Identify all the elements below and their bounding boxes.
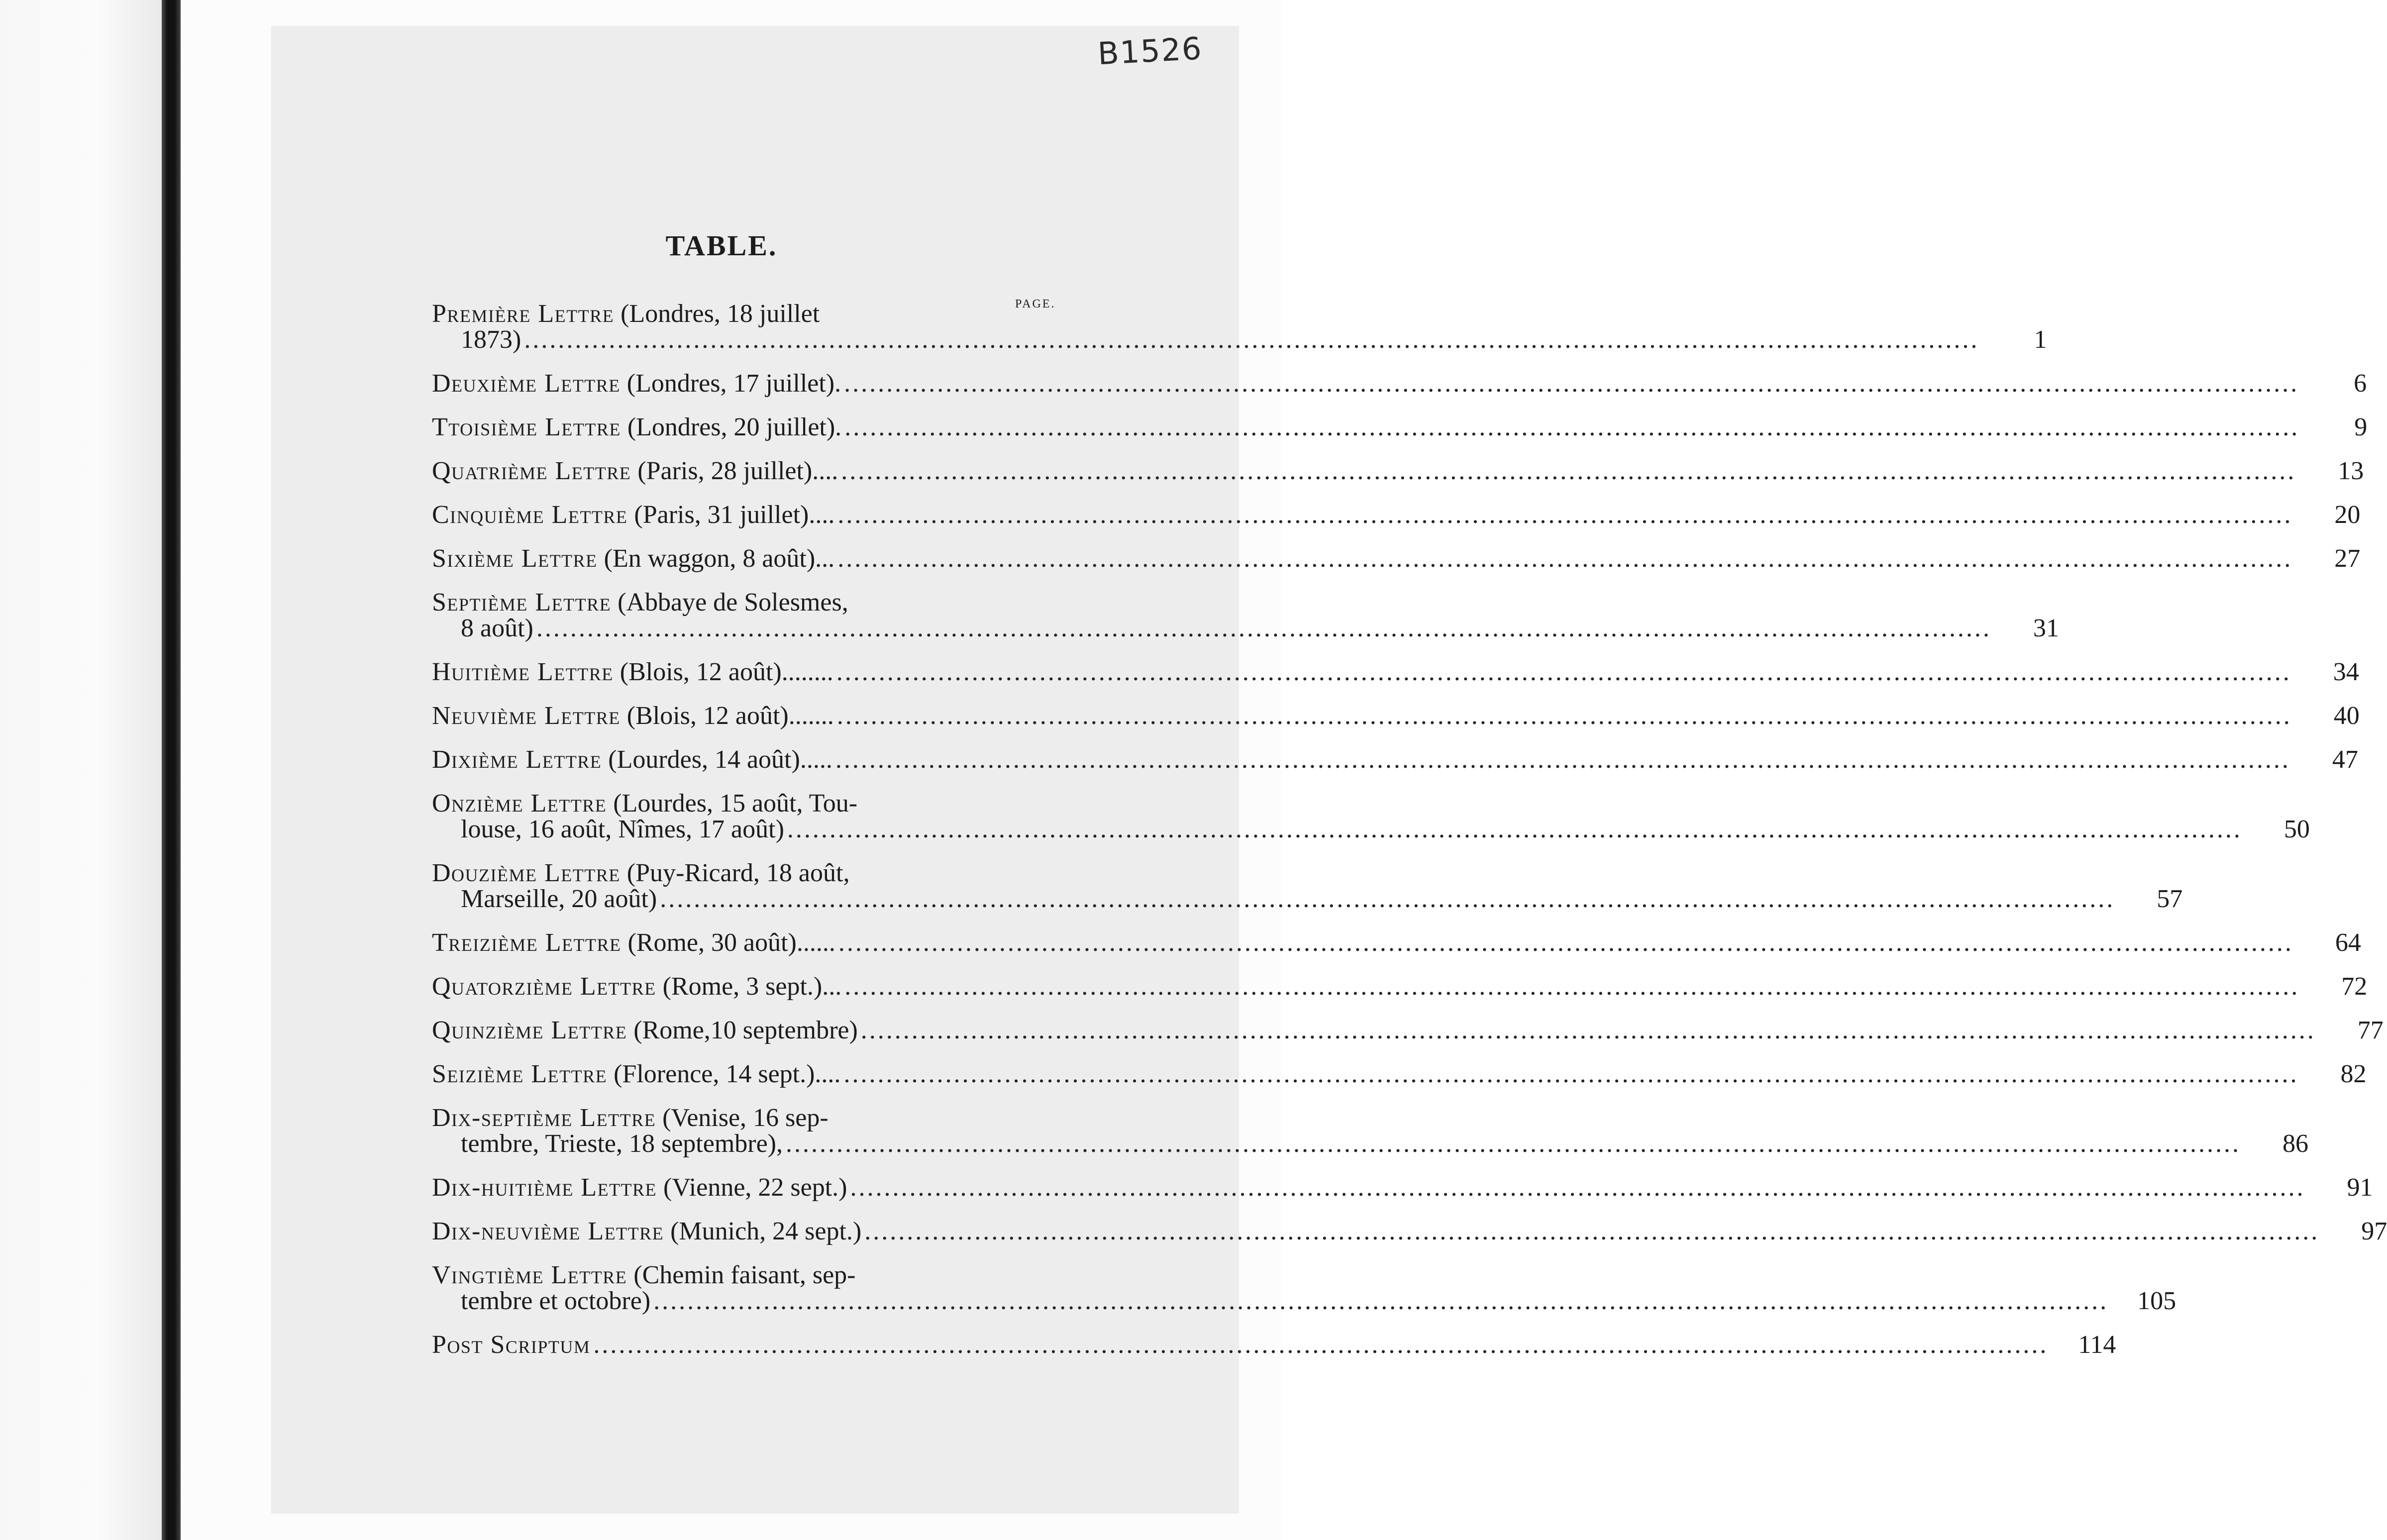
toc-entry-line	[432, 413, 2368, 441]
shelfmark-annotation: B1526	[1097, 30, 1204, 72]
toc-entry-text: (Rome,10 septembre)	[633, 1016, 858, 1044]
toc-entry-line	[432, 885, 2183, 913]
toc-entry-heading: Septième Lettre	[432, 588, 612, 616]
toc-entry-heading: Quinzième Lettre	[432, 1016, 627, 1044]
toc-entry-text: (Puy-Ricard, 18 août,	[626, 859, 850, 887]
dot-leader: ............................................................................................................................................................................	[524, 325, 1979, 354]
toc-entry-text: (Londres, 18 juillet	[621, 300, 820, 328]
dot-leader: ............................................................................................................................................................................	[835, 745, 2290, 774]
toc-entry-heading: Huitième Lettre	[432, 658, 614, 686]
toc-entry-line	[432, 1129, 2308, 1158]
toc-entry-line	[432, 972, 2368, 1001]
toc-entry-text: (Rome, 30 août)......	[627, 928, 835, 957]
toc-entry	[432, 1173, 2373, 1202]
toc-page-number: 91	[2347, 1173, 2373, 1202]
toc-entry-heading: Première Lettre	[432, 300, 615, 328]
dot-leader: ............................................................................................................................................................................	[836, 658, 2291, 686]
toc-page-number: 57	[2157, 885, 2183, 913]
toc-entry-heading: Deuxième Lettre	[432, 369, 621, 398]
toc-page-number: 114	[2078, 1331, 2116, 1359]
toc-page-number: 9	[2354, 413, 2368, 441]
toc-entry-heading: Ttoisième Lettre	[432, 413, 621, 441]
toc-entry	[432, 1016, 2384, 1044]
toc-entry-line	[432, 325, 2047, 354]
toc-entry	[432, 1261, 2177, 1315]
toc-entry-text: tembre, Trieste, 18 septembre),	[461, 1129, 783, 1158]
toc-entry	[432, 972, 2368, 1001]
toc-entry-text: 8 août)	[461, 614, 533, 642]
toc-entry-line	[432, 658, 2359, 686]
dot-leader: ............................................................................................................................................................................	[593, 1331, 2049, 1359]
toc-entry-line	[432, 614, 2059, 642]
toc-entry-heading: Quatorzième Lettre	[432, 972, 656, 1001]
toc-entry-text: (Paris, 28 juillet)....	[637, 457, 838, 485]
toc-entry-line	[432, 1173, 2373, 1202]
toc-entry-text: (Blois, 12 août)........	[620, 658, 833, 686]
toc-entry-heading: Cinquième Lettre	[432, 501, 628, 529]
toc-entry-text: (Lourdes, 15 août, Tou-	[613, 789, 858, 818]
toc-entry-text: (Blois, 12 août).......	[626, 702, 834, 730]
toc-entry-heading: Seizième Lettre	[432, 1060, 608, 1088]
toc-page-number: 86	[2282, 1129, 2308, 1158]
toc-entry-text: (Chemin faisant, sep-	[633, 1261, 856, 1289]
page-column-label: PAGE.	[1015, 298, 1056, 310]
toc-entry-line	[432, 928, 2361, 957]
toc-entry	[432, 457, 2364, 485]
toc-entry-text: (Rome, 3 sept.)...	[662, 972, 842, 1001]
toc-entry-heading: Neuvième Lettre	[432, 702, 621, 730]
toc-entry-heading: Post Scriptum	[432, 1331, 591, 1359]
toc-entry-text: (Londres, 20 juillet).	[627, 413, 842, 441]
dot-leader: ............................................................................................................................................................................	[653, 1287, 2109, 1315]
page-title: TABLE.	[665, 229, 778, 262]
toc-page-number: 47	[2332, 745, 2358, 774]
toc-entry	[432, 658, 2359, 686]
toc-page-number: 105	[2137, 1287, 2177, 1315]
table-of-contents	[432, 300, 2387, 1376]
toc-entry-line	[432, 1287, 2177, 1315]
toc-entry-line	[432, 1060, 2367, 1088]
toc-entry	[432, 928, 2361, 957]
toc-entry	[432, 369, 2367, 398]
toc-entry-text: 1873)	[461, 325, 521, 354]
dot-leader: ............................................................................................................................................................................	[536, 614, 1991, 642]
toc-entry-line	[432, 544, 2361, 573]
scan-left-margin	[0, 0, 162, 1540]
dot-leader: ............................................................................................................................................................................	[841, 457, 2296, 485]
toc-page-number: 6	[2354, 369, 2367, 398]
toc-entry	[432, 859, 2183, 913]
toc-entry	[432, 1060, 2367, 1088]
toc-entry-text: (Florence, 14 sept.)....	[614, 1060, 841, 1088]
toc-entry-line	[432, 1217, 2387, 1245]
toc-page-number: 27	[2334, 544, 2361, 573]
toc-entry-line	[432, 1016, 2384, 1044]
toc-page-number: 82	[2340, 1060, 2367, 1088]
toc-entry	[432, 702, 2360, 730]
toc-entry-heading: Dix-septième Lettre	[432, 1104, 656, 1132]
toc-entry	[432, 745, 2358, 774]
dot-leader: ............................................................................................................................................................................	[785, 1129, 2241, 1158]
toc-entry-line	[432, 702, 2360, 730]
toc-entry-heading: Dix-neuvième Lettre	[432, 1217, 664, 1245]
toc-entry-text: (Lourdes, 14 août).....	[608, 745, 832, 774]
dot-leader: ............................................................................................................................................................................	[836, 702, 2292, 730]
toc-entry-text: Marseille, 20 août)	[461, 885, 657, 913]
toc-entry-line	[432, 369, 2367, 398]
toc-entry-line	[432, 501, 2361, 529]
toc-page-number: 77	[2357, 1016, 2384, 1044]
toc-page-number: 64	[2335, 928, 2361, 957]
toc-entry-heading: Onzième Lettre	[432, 789, 607, 818]
toc-entry-text: (Abbaye de Solesmes,	[618, 588, 848, 616]
toc-entry-heading: Dix-huitième Lettre	[432, 1173, 657, 1202]
toc-page-number: 40	[2333, 702, 2360, 730]
toc-entry-line	[432, 860, 1094, 886]
toc-entry	[432, 789, 2310, 843]
toc-entry-heading: Vingtième Lettre	[432, 1261, 627, 1289]
toc-entry	[432, 413, 2368, 441]
dot-leader: ............................................................................................................................................................................	[864, 1217, 2320, 1245]
toc-entry-line	[432, 1331, 2116, 1359]
toc-entry-heading: Douzième Lettre	[432, 859, 621, 887]
dot-leader: ............................................................................................................................................................................	[837, 501, 2293, 529]
toc-page-number: 1	[2034, 325, 2047, 354]
toc-entry-text: (Paris, 31 juillet)....	[634, 501, 835, 529]
toc-entry-text: (Munich, 24 sept.)	[670, 1217, 862, 1245]
toc-page-number: 97	[2361, 1217, 2387, 1245]
toc-page-number: 20	[2334, 501, 2361, 529]
toc-page-number: 72	[2341, 972, 2368, 1001]
dot-leader: ............................................................................................................................................................................	[844, 972, 2300, 1001]
dot-leader: ............................................................................................................................................................................	[860, 1016, 2316, 1044]
toc-entry-line	[432, 457, 2364, 485]
toc-page-number: 34	[2333, 658, 2359, 686]
toc-entry-line	[432, 590, 1094, 616]
toc-entry	[432, 544, 2361, 573]
toc-entry	[432, 1331, 2116, 1359]
dot-leader: ............................................................................................................................................................................	[844, 369, 2299, 398]
toc-entry	[432, 1217, 2387, 1245]
book-spine-shadow	[162, 0, 181, 1540]
toc-entry	[432, 501, 2361, 529]
dot-leader: ............................................................................................................................................................................	[843, 1060, 2299, 1088]
toc-entry-text: (Londres, 17 juillet).	[626, 369, 841, 398]
toc-entry-text: tembre et octobre)	[461, 1287, 651, 1315]
toc-entry-text: (Vienne, 22 sept.)	[663, 1173, 847, 1202]
toc-entry-line	[432, 1262, 1094, 1288]
toc-page-number: 50	[2283, 815, 2310, 843]
toc-entry-line	[432, 745, 2358, 774]
dot-leader: ............................................................................................................................................................................	[850, 1173, 2305, 1202]
toc-entry-heading: Treizième Lettre	[432, 928, 622, 957]
toc-entry-heading: Dixième Lettre	[432, 745, 602, 774]
dot-leader: ............................................................................................................................................................................	[787, 815, 2242, 843]
toc-entry	[432, 1104, 2308, 1158]
toc-entry-heading: Quatrième Lettre	[432, 457, 631, 485]
dot-leader: ............................................................................................................................................................................	[837, 544, 2293, 573]
dot-leader: ............................................................................................................................................................................	[660, 885, 2115, 913]
toc-entry-heading: Sixième Lettre	[432, 544, 598, 573]
toc-entry	[432, 300, 2047, 354]
toc-entry-text: louse, 16 août, Nîmes, 17 août)	[461, 815, 784, 843]
toc-entry-line	[432, 791, 1094, 817]
toc-entry	[432, 588, 2059, 642]
toc-entry-line	[432, 1105, 1094, 1131]
toc-entry-line	[432, 815, 2310, 843]
dot-leader: ............................................................................................................................................................................	[844, 413, 2300, 441]
toc-entry-text: (Venise, 16 sep-	[662, 1104, 829, 1132]
toc-page-number: 31	[2033, 614, 2059, 642]
toc-entry-line	[432, 301, 1094, 327]
toc-page-number: 13	[2338, 457, 2364, 485]
toc-entry-text: (En waggon, 8 août)...	[604, 544, 835, 573]
dot-leader: ............................................................................................................................................................................	[838, 928, 2293, 957]
